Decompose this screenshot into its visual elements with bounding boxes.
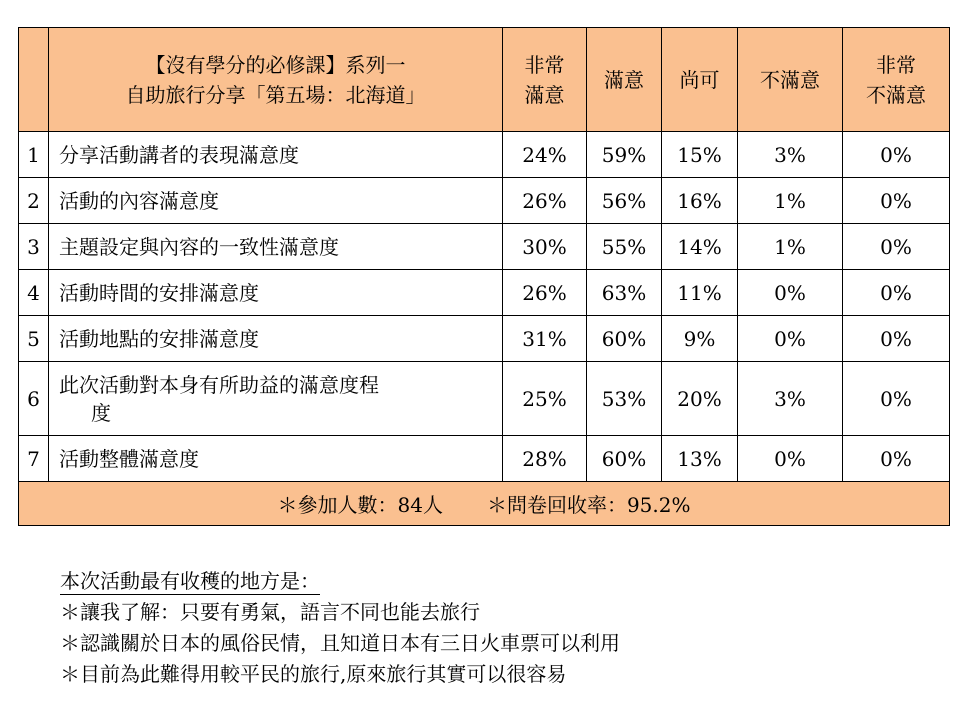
value-very-dissatisfied: 0% xyxy=(843,436,950,482)
note-item: ＊認識關於日本的風俗民情，且知道日本有三日火車票可以利用 xyxy=(60,631,620,655)
event-title-line1: 【沒有學分的必修課】系列一 xyxy=(145,52,406,77)
value-satisfied: 53% xyxy=(587,362,662,436)
row-item-label: 活動地點的安排滿意度 xyxy=(49,316,503,362)
table-header-row xyxy=(19,28,950,132)
value-satisfied: 63% xyxy=(587,270,662,316)
row-index: 1 xyxy=(19,132,49,178)
row-index: 2 xyxy=(19,178,49,224)
column-header-satisfied: 滿意 xyxy=(587,28,662,132)
value-very-satisfied: 24% xyxy=(503,132,587,178)
table-row xyxy=(19,132,950,178)
value-very-dissatisfied: 0% xyxy=(843,178,950,224)
value-neutral: 9% xyxy=(662,316,738,362)
notes-title: 本次活動最有收穫的地方是： xyxy=(60,569,320,593)
value-dissatisfied: 1% xyxy=(738,224,843,270)
value-dissatisfied: 1% xyxy=(738,178,843,224)
table-row xyxy=(19,362,950,436)
event-title-header xyxy=(49,28,503,132)
table-row xyxy=(19,270,950,316)
row-item-label: 活動時間的安排滿意度 xyxy=(49,270,503,316)
row-item-label-line2: 度 xyxy=(91,400,111,425)
value-neutral: 16% xyxy=(662,178,738,224)
value-very-satisfied: 28% xyxy=(503,436,587,482)
value-neutral: 15% xyxy=(662,132,738,178)
row-index: 3 xyxy=(19,224,49,270)
row-item-label: 分享活動講者的表現滿意度 xyxy=(49,132,503,178)
value-dissatisfied: 3% xyxy=(738,132,843,178)
index-header-cell xyxy=(19,28,49,132)
value-dissatisfied: 0% xyxy=(738,316,843,362)
value-very-satisfied: 25% xyxy=(503,362,587,436)
table-row xyxy=(19,224,950,270)
value-very-satisfied: 31% xyxy=(503,316,587,362)
row-index: 6 xyxy=(19,362,49,436)
value-very-satisfied: 26% xyxy=(503,270,587,316)
value-neutral: 14% xyxy=(662,224,738,270)
value-very-satisfied: 26% xyxy=(503,178,587,224)
note-item: ＊讓我了解：只要有勇氣，語言不同也能去旅行 xyxy=(60,600,480,624)
value-satisfied: 60% xyxy=(587,316,662,362)
table-footer-row xyxy=(19,482,950,526)
table-row xyxy=(19,178,950,224)
value-dissatisfied: 0% xyxy=(738,270,843,316)
value-neutral: 13% xyxy=(662,436,738,482)
row-item-label: 主題設定與內容的一致性滿意度 xyxy=(49,224,503,270)
row-item-label: 活動整體滿意度 xyxy=(49,436,503,482)
summary-cell xyxy=(19,482,950,526)
column-header-neutral: 尚可 xyxy=(662,28,738,132)
value-very-dissatisfied: 0% xyxy=(843,270,950,316)
participant-count: ＊參加人數：84人 xyxy=(277,493,443,517)
table-row xyxy=(19,436,950,482)
response-rate: ＊問卷回收率：95.2% xyxy=(486,493,691,517)
value-very-dissatisfied: 0% xyxy=(843,316,950,362)
row-item-label-line1: 此次活動對本身有所助益的滿意度程 xyxy=(59,372,379,397)
value-satisfied: 56% xyxy=(587,178,662,224)
column-header-very-dissatisfied: 非常 不滿意 xyxy=(843,28,950,132)
note-item: ＊目前為此難得用較平民的旅行,原來旅行其實可以很容易 xyxy=(60,662,567,686)
feedback-notes xyxy=(60,566,620,690)
row-index: 7 xyxy=(19,436,49,482)
row-index: 4 xyxy=(19,270,49,316)
value-satisfied: 59% xyxy=(587,132,662,178)
value-very-dissatisfied: 0% xyxy=(843,132,950,178)
value-very-satisfied: 30% xyxy=(503,224,587,270)
row-item-label: 活動的內容滿意度 xyxy=(49,178,503,224)
column-header-very-satisfied: 非常 滿意 xyxy=(503,28,587,132)
table-row xyxy=(19,316,950,362)
value-neutral: 11% xyxy=(662,270,738,316)
value-dissatisfied: 0% xyxy=(738,436,843,482)
value-satisfied: 60% xyxy=(587,436,662,482)
survey-results-table xyxy=(18,27,950,526)
row-item-label xyxy=(49,362,503,436)
value-very-dissatisfied: 0% xyxy=(843,362,950,436)
value-dissatisfied: 3% xyxy=(738,362,843,436)
value-satisfied: 55% xyxy=(587,224,662,270)
column-header-dissatisfied: 不滿意 xyxy=(738,28,843,132)
row-index: 5 xyxy=(19,316,49,362)
event-title-line2: 自助旅行分享「第五場：北海道」 xyxy=(125,82,426,107)
value-neutral: 20% xyxy=(662,362,738,436)
value-very-dissatisfied: 0% xyxy=(843,224,950,270)
